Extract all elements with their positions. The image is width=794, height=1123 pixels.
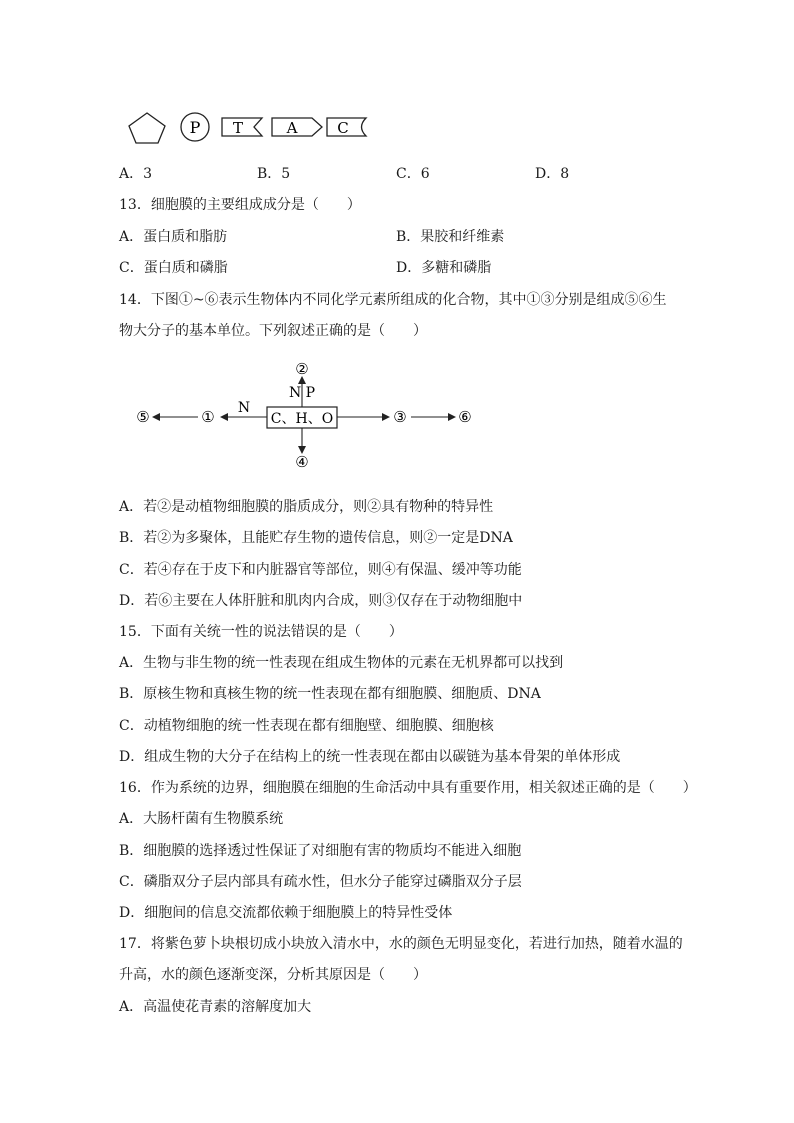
nucleotide-shapes xyxy=(0,0,794,160)
q17-stem-line1: 17．将紫色萝卜块根切成小块放入清水中，水的颜色无明显变化，若进行加热，随着水温的 xyxy=(119,936,683,952)
pentagon-shape xyxy=(129,113,165,143)
q14-stem-line1: 14．下图①~⑥表示生物体内不同化学元素所组成的化合物，其中①③分别是组成⑤⑥生 xyxy=(119,292,667,308)
q12-option-a: A．3 xyxy=(119,166,153,182)
node-6: ⑥ xyxy=(458,408,472,426)
q12-option-d: D．8 xyxy=(535,166,570,182)
q14-stem-line2: 物大分子的基本单位。下列叙述正确的是（ ） xyxy=(119,323,427,339)
q14-option-a: A．若②是动植物细胞膜的脂质成分，则②具有物种的特异性 xyxy=(119,499,494,515)
q13-option-d: D．多糖和磷脂 xyxy=(396,260,492,276)
phosphate-label: P xyxy=(189,118,201,137)
base-a-label: A xyxy=(286,119,298,137)
q17-option-a: A．高温使花青素的溶解度加大 xyxy=(119,999,312,1015)
q13-stem: 13．细胞膜的主要组成成分是（ ） xyxy=(119,197,361,213)
base-c-label: C xyxy=(337,119,349,137)
q14-option-c: C．若④存在于皮下和内脏器官等部位，则④有保温、缓冲等功能 xyxy=(119,562,522,578)
q14-option-d: D．若⑥主要在人体肝脏和肌肉内合成，则③仅存在于动物细胞中 xyxy=(119,593,523,609)
base-t-label: T xyxy=(232,119,244,137)
q13-option-a: A．蛋白质和脂肪 xyxy=(119,229,228,245)
node-1: ① xyxy=(201,408,215,426)
q15-stem: 15．下面有关统一性的说法错误的是（ ） xyxy=(119,624,403,640)
q16-option-d: D．细胞间的信息交流都依赖于细胞膜上的特异性受体 xyxy=(119,905,453,921)
q17-stem-line2: 升高，水的颜色逐渐变深，分析其原因是（ ） xyxy=(119,967,427,983)
q14-option-b: B．若②为多聚体，且能贮存生物的遗传信息，则②一定是DNA xyxy=(119,530,513,546)
q12-option-c: C．6 xyxy=(396,166,430,182)
label-n-left: N xyxy=(237,400,251,416)
q15-option-d: D．组成生物的大分子在结构上的统一性表现在都由以碳链为基本骨架的单体形成 xyxy=(119,749,621,765)
node-2: ② xyxy=(295,360,309,378)
q16-option-b: B．细胞膜的选择透过性保证了对细胞有害的物质均不能进入细胞 xyxy=(119,843,522,859)
q13-option-c: C．蛋白质和磷脂 xyxy=(119,260,228,276)
q13-option-b: B．果胶和纤维素 xyxy=(396,229,505,245)
center-box-label: C、H、O xyxy=(270,411,334,427)
q16-option-a: A．大肠杆菌有生物膜系统 xyxy=(119,811,284,827)
q15-option-b: B．原核生物和真核生物的统一性表现在都有细胞膜、细胞质、DNA xyxy=(119,686,541,702)
q16-stem: 16．作为系统的边界，细胞膜在细胞的生命活动中具有重要作用，相关叙述正确的是（ ） xyxy=(119,780,697,796)
q16-option-c: C．磷脂双分子层内部具有疏水性，但水分子能穿过磷脂双分子层 xyxy=(119,874,522,890)
node-4: ④ xyxy=(295,453,309,471)
q15-option-a: A．生物与非生物的统一性表现在组成生物体的元素在无机界都可以找到 xyxy=(119,655,564,671)
label-np: N P xyxy=(288,385,316,401)
compound-diagram xyxy=(0,355,794,485)
q12-option-b: B．5 xyxy=(257,166,291,182)
q15-option-c: C．动植物细胞的统一性表现在都有细胞壁、细胞膜、细胞核 xyxy=(119,718,494,734)
node-5: ⑤ xyxy=(136,408,150,426)
node-3: ③ xyxy=(393,408,407,426)
